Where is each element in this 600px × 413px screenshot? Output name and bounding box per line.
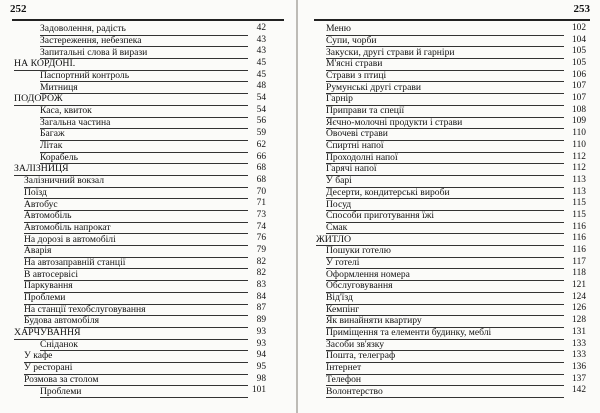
toc-entry-page: 42 [256, 22, 266, 33]
toc-entry [316, 141, 586, 153]
toc-entry [316, 246, 586, 258]
toc-entry-title: Митниця [40, 83, 248, 95]
toc-entry-title: У барі [326, 176, 564, 188]
toc-entry-page: 107 [571, 93, 586, 104]
toc-entry-page: 95 [256, 361, 266, 372]
toc-list [14, 24, 266, 398]
toc-entry-title: М'ясні страви [326, 59, 564, 71]
toc-entry-page: 54 [256, 93, 266, 104]
toc-entry-page: 110 [572, 139, 586, 150]
toc-entry-page: 133 [571, 350, 586, 361]
toc-entry-page: 73 [256, 209, 266, 220]
toc-entry-title: Гарнір [326, 94, 564, 106]
toc-entry-page: 115 [572, 209, 586, 220]
toc-entry-page: 133 [571, 338, 586, 349]
toc-entry-title: Каса, квиток [40, 106, 248, 118]
toc-entry [14, 234, 266, 246]
toc-entry-page: 131 [571, 326, 586, 337]
header-rule [314, 19, 590, 21]
toc-entry-page: 128 [571, 315, 586, 326]
toc-entry-page: 126 [571, 303, 586, 314]
toc-entry-page: 109 [571, 116, 586, 127]
toc-entry [14, 246, 266, 258]
toc-entry-title: Супи, чорби [326, 36, 564, 48]
page-number: 253 [573, 3, 590, 15]
toc-entry-title: Кемпінг [326, 305, 564, 317]
toc-entry [14, 386, 266, 398]
toc-entry-page: 89 [256, 315, 266, 326]
toc-entry-title: Розмова за столом [24, 375, 248, 387]
toc-entry [14, 176, 266, 188]
toc-entry-title: Пошта, телеграф [326, 351, 564, 363]
toc-entry [14, 375, 266, 387]
toc-section-heading [14, 328, 266, 340]
toc-entry-page: 71 [256, 198, 266, 209]
page-number: 252 [10, 3, 27, 15]
toc-entry-title: На дорозі в автомобілі [24, 235, 248, 247]
toc-entry-title: Паспортний контроль [40, 71, 248, 83]
toc-entry-title: НА КОРДОНІ. [14, 59, 248, 71]
toc-entry-page: 66 [256, 151, 266, 162]
toc-entry-title: Інтернет [326, 363, 564, 375]
toc-entry-page: 93 [256, 338, 266, 349]
toc-entry [14, 36, 266, 48]
toc-entry-page: 107 [571, 81, 586, 92]
toc-entry-title: Автомобіль напрокат [24, 223, 248, 235]
toc-entry-title: ПОДОРОЖ [14, 94, 248, 106]
toc-entry-page: 82 [256, 256, 266, 267]
toc-entry-page: 62 [256, 139, 266, 150]
toc-entry-title: Страви з птиці [326, 71, 564, 83]
toc-entry-title: Як винайняти квартиру [326, 316, 564, 328]
toc-entry-title: Залізничний вокзал [24, 176, 248, 188]
toc-entry-page: 74 [256, 221, 266, 232]
toc-entry-title: Волонтерство [326, 387, 564, 399]
toc-entry-title: Румунські другі страви [326, 83, 564, 95]
toc-entry [316, 71, 586, 83]
toc-entry-title: Корабель [40, 153, 248, 165]
toc-entry-title: Приправи та спеції [326, 106, 564, 118]
toc-entry-title: Посуд [326, 200, 564, 212]
toc-entry-title: Паркування [24, 281, 248, 293]
right-page [298, 0, 600, 413]
toc-entry [316, 176, 586, 188]
toc-entry [14, 293, 266, 305]
toc-entry-page: 142 [571, 385, 586, 396]
toc-entry-page: 116 [572, 233, 586, 244]
toc-entry [14, 24, 266, 36]
toc-entry [316, 82, 586, 94]
toc-entry-page: 76 [256, 233, 266, 244]
toc-entry-page: 68 [256, 174, 266, 185]
toc-entry-title: В автосервісі [24, 270, 248, 282]
toc-entry-title: Способи приготування їжі [326, 211, 564, 223]
toc-entry-page: 101 [251, 385, 266, 396]
toc-entry [316, 223, 586, 235]
toc-entry-title: Аварія [24, 246, 248, 258]
toc-entry-page: 48 [256, 81, 266, 92]
toc-entry-page: 105 [571, 46, 586, 57]
toc-entry-page: 110 [572, 128, 586, 139]
toc-entry-title: Меню [326, 24, 564, 36]
toc-entry [316, 24, 586, 36]
toc-entry [14, 363, 266, 375]
toc-entry-title: У кафе [24, 351, 248, 363]
toc-entry-title: Гарячі напої [326, 164, 564, 176]
toc-entry-title: На автозаправній станції [24, 258, 248, 270]
toc-entry-title: Обслуговування [326, 281, 564, 293]
toc-entry-title: Літак [40, 141, 248, 153]
header-rule [12, 19, 284, 21]
toc-entry-page: 87 [256, 303, 266, 314]
toc-entry-title: Приміщення та елементи будинку, меблі [326, 328, 564, 340]
toc-entry-title: ХАРЧУВАННЯ [14, 328, 248, 340]
toc-entry-page: 118 [572, 268, 586, 279]
toc-entry-title: Проблеми [24, 293, 248, 305]
toc-entry-title: Смак [326, 223, 564, 235]
toc-entry-title: Будова автомобіля [24, 316, 248, 328]
toc-entry-title: Яєчно-молочні продукти і страви [326, 118, 564, 130]
toc-section-heading [14, 59, 266, 71]
toc-entry [316, 59, 586, 71]
toc-entry [316, 386, 586, 398]
toc-entry-page: 113 [572, 186, 586, 197]
toc-entry [316, 164, 586, 176]
toc-entry [14, 141, 266, 153]
toc-entry-page: 54 [256, 104, 266, 115]
toc-entry [316, 211, 586, 223]
toc-entry-title: Багаж [40, 129, 248, 141]
toc-entry [316, 258, 586, 270]
toc-entry-page: 70 [256, 186, 266, 197]
toc-entry-page: 93 [256, 326, 266, 337]
toc-entry-title: Запитальні слова й вирази [40, 48, 248, 60]
toc-entry-title: У готелі [326, 258, 564, 270]
toc-entry-title: На станції техобслуговування [24, 305, 248, 317]
toc-entry [14, 188, 266, 200]
toc-entry-title: Проходолні напої [326, 153, 564, 165]
toc-entry-page: 102 [571, 22, 586, 33]
toc-entry-page: 121 [571, 280, 586, 291]
toc-entry-page: 124 [571, 291, 586, 302]
toc-entry [14, 258, 266, 270]
toc-entry-page: 104 [571, 34, 586, 45]
toc-entry [316, 293, 586, 305]
toc-entry-title: У ресторані [24, 363, 248, 375]
toc-entry-page: 82 [256, 268, 266, 279]
toc-entry [14, 211, 266, 223]
toc-entry-page: 94 [256, 350, 266, 361]
toc-entry-page: 59 [256, 128, 266, 139]
toc-list [316, 24, 586, 398]
toc-entry-title: Закуски, другі страви й гарніри [326, 48, 564, 60]
toc-entry-page: 116 [572, 245, 586, 256]
toc-entry-page: 43 [256, 46, 266, 57]
toc-entry-title: Від'їзд [326, 293, 564, 305]
toc-entry [316, 36, 586, 48]
toc-entry-title: Поїзд [24, 188, 248, 200]
toc-entry-title: Задоволення, радість [40, 24, 248, 36]
toc-entry-page: 113 [572, 174, 586, 185]
toc-entry-page: 83 [256, 280, 266, 291]
toc-entry-page: 84 [256, 291, 266, 302]
toc-entry [14, 71, 266, 83]
toc-entry-title: Десерти, кондитерські вироби [326, 188, 564, 200]
toc-entry-page: 112 [572, 163, 586, 174]
toc-entry-title: Спиртні напої [326, 141, 564, 153]
toc-entry [14, 223, 266, 235]
toc-entry-page: 68 [256, 163, 266, 174]
toc-entry-title: Проблеми [40, 387, 248, 399]
left-page [0, 0, 297, 413]
toc-entry-title: Автомобіль [24, 211, 248, 223]
toc-entry-title: Оформлення номера [326, 270, 564, 282]
toc-entry [14, 106, 266, 118]
toc-entry [316, 328, 586, 340]
toc-entry-page: 137 [571, 373, 586, 384]
toc-entry-page: 43 [256, 34, 266, 45]
toc-entry-title: Засоби зв'язку [326, 340, 564, 352]
toc-entry-title: Пошуки готелю [326, 246, 564, 258]
toc-entry-title: ЗАЛІЗНИЦЯ [14, 164, 248, 176]
toc-entry-page: 56 [256, 116, 266, 127]
toc-entry-page: 116 [572, 221, 586, 232]
toc-entry-page: 117 [572, 256, 586, 267]
toc-entry-page: 98 [256, 373, 266, 384]
toc-entry-page: 136 [571, 361, 586, 372]
toc-entry [316, 281, 586, 293]
toc-entry-title: ЖИТЛО [316, 235, 564, 247]
toc-entry [316, 106, 586, 118]
toc-entry-title: Сніданок [40, 340, 248, 352]
toc-entry-page: 45 [256, 58, 266, 69]
toc-entry-page: 45 [256, 69, 266, 80]
toc-entry-page: 108 [571, 104, 586, 115]
toc-entry-page: 106 [571, 69, 586, 80]
toc-entry-title: Телефон [326, 375, 564, 387]
toc-entry-title: Овочеві страви [326, 129, 564, 141]
toc-entry-title: Автобус [24, 200, 248, 212]
toc-entry [316, 188, 586, 200]
toc-entry-page: 115 [572, 198, 586, 209]
toc-entry-page: 105 [571, 58, 586, 69]
toc-entry-title: Застереження, небезпека [40, 36, 248, 48]
toc-entry [316, 363, 586, 375]
toc-entry-page: 79 [256, 245, 266, 256]
toc-entry-title: Загальна частина [40, 118, 248, 130]
toc-entry-page: 112 [572, 151, 586, 162]
toc-entry [316, 375, 586, 387]
